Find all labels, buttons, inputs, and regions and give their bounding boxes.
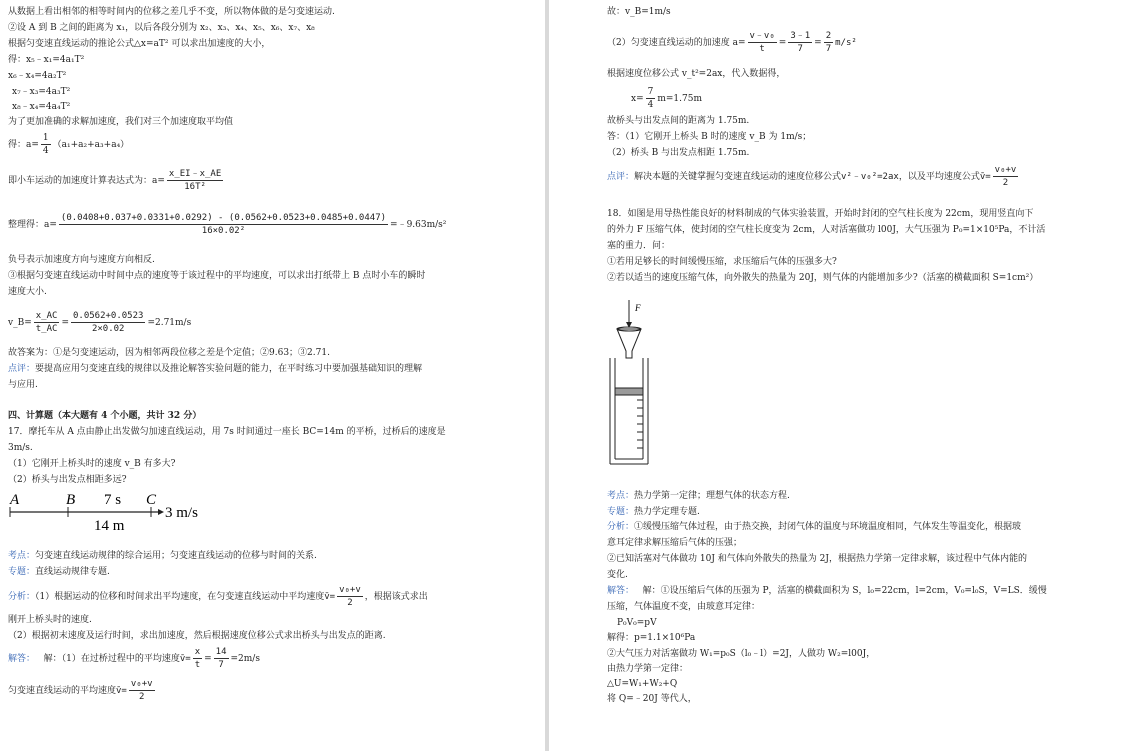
text-line: 的外力 F 压缩气体，使封闭的空气柱长度变为 2cm，人对活塞做功 l00J，大气压强为 P₀=1×10⁵Pa，不计活 xyxy=(607,225,1046,235)
text-line: ①若用足够长的时间缓慢压缩，求压缩后气体的压强多大? xyxy=(607,257,837,267)
analysis-label: 分析： xyxy=(8,592,36,603)
comment-line: 点评：解决本题的关键掌握匀变速直线运动的速度位移公式v²﹣v₀²=2ax，以及平均速度公式v̄= $\frac{\text{v₀+v}}{2}$ xyxy=(607,165,1017,189)
text-line: 解得：p=1.1×10⁶Pa xyxy=(607,633,696,643)
solution-label: 解答： xyxy=(607,586,635,596)
formula-acceleration-expression: 即小车运动的加速度计算表达式为：a= $\frac{x\_EI﹣x\_AE}{\text{16T²}}$ xyxy=(8,169,222,193)
question-18: 18．如图是用导热性能良好的材料制成的气体实验装置，开始时封闭的空气柱长度为 22cm，现用竖直向下 xyxy=(607,209,1034,219)
text-line: 故答案为：①是匀变速运动，因为相邻两段位移之差是个定值；②9.63；③2.71. xyxy=(8,348,330,358)
text-line: ②设 A 到 B 之间的距离为 x₁，以后各段分别为 x₂、x₃、x₄、x₅、x₆、x₇、x₈ xyxy=(8,23,315,33)
topic-line: 专题：热力学定理专题. xyxy=(607,507,700,517)
text-line: （2）桥头与出发点相距多远? xyxy=(8,475,127,485)
text-line: ②已知活塞对气体做功 10J 和气体向外散失的热量为 2J，根据热力学第一定律求解，该过程中气体内能的 xyxy=(607,554,1027,564)
key-point-line: 考点：热力学第一定律；理想气体的状态方程. xyxy=(607,491,790,501)
analysis-line: 分析：（1）根据运动的位移和时间求出平均速度，在匀变速直线运动中平均速度v̄= $\frac{\text{v₀+v}}{2}$ ，根据该式求出 xyxy=(8,585,428,609)
solution-label: 解答： xyxy=(8,654,36,665)
text-line: 压缩，气体温度不变，由玻意耳定律： xyxy=(607,602,761,612)
text-line: 从数据上看出相邻的相等时间内的位移之差几乎不变，所以物体做的是匀变速运动. xyxy=(8,7,335,17)
text-line: （2）桥头 B 与出发点相距 1.75m. xyxy=(607,148,750,158)
page-divider xyxy=(545,0,549,751)
section-heading: 四、计算题（本大题有 4 个小题，共计 32 分） xyxy=(8,411,202,421)
text-line: 由热力学第一定律： xyxy=(607,664,689,674)
key-point-label: 考点： xyxy=(8,551,36,561)
comment-line: 点评：要提高应用匀变速直线的规律以及推论解答实验问题的能力，在平时练习中要加强基础知识的理解 xyxy=(8,364,423,374)
text-line: x₆﹣x₄=4a₂T² xyxy=(8,71,67,81)
text-line: （2）根据初末速度及运行时间，求出加速度，然后根据速度位移公式求出桥头与出发点的距离. xyxy=(8,631,386,641)
analysis-line: 分析：①缓慢压缩气体过程，由于热交换，封闭气体的温度与环境温度相同，气体发生等温变化，根据玻 xyxy=(607,522,1022,532)
comment-label: 点评： xyxy=(8,364,36,374)
text-line: （1）它刚开上桥头时的速度 v_B 有多大? xyxy=(8,459,176,469)
time-label: 7 s xyxy=(104,492,122,508)
key-point-label: 考点： xyxy=(607,491,635,501)
topic-label: 专题： xyxy=(8,567,36,577)
speed-label: 3 m/s xyxy=(165,505,198,521)
text-line: 故桥头与出发点间的距离为 1.75m. xyxy=(607,116,750,126)
distance-label: 14 m xyxy=(94,518,125,534)
text-line: 刚开上桥头时的速度. xyxy=(8,615,92,625)
text-line: ②大气压力对活塞做功 W₁=p₀S（l₀﹣l）=2J，人做功 W₂=l00J， xyxy=(607,649,876,659)
formula-acceleration-value: 整理得：a= $\frac{(0.0408+0.037+0.0331+0.0292) - (0.0562+0.0523+0.0485+0.0447)}{\text{16×0.02²}}$ =﹣9.63m/s² xyxy=(8,213,447,237)
text-line: 速度大小. xyxy=(8,287,47,297)
formula-acceleration: （2）匀变速直线运动的加速度 a= $\frac{\text{v﹣v₀}}{t}$ = $\frac{3﹣1}{7}$ = $\frac{2}{7}$ m/s² xyxy=(607,31,857,55)
analysis-label: 分析： xyxy=(607,522,635,532)
point-a-label: A xyxy=(10,492,20,508)
text-line: ②若以适当的速度压缩气体，向外散失的热量为 20J，则气体的内能增加多少?（活塞的横截面积 S=1cm²） xyxy=(607,273,1039,283)
point-b-label: B xyxy=(66,492,76,508)
point-c-label: C xyxy=(146,492,157,508)
text-line: △U=W₁+W₂+Q xyxy=(607,679,678,689)
text-line: 根据速度位移公式 v_t²=2ax，代入数据得， xyxy=(607,69,786,79)
text-line: 将 Q=﹣20J 等代人， xyxy=(607,694,697,704)
solution-line: 解答： 解：①设压缩后气体的压强为 P，活塞的横截面积为 S，l₀=22cm，l=2cm，V₀=l₀S，V=LS．缓慢 xyxy=(607,586,1047,596)
text-line: 答：（1）它刚开上桥头 B 时的速度 v_B 为 1m/s； xyxy=(607,132,812,142)
text-line: 塞的重力．问： xyxy=(607,241,671,251)
text-line: x₈﹣x₄=4a₄T² xyxy=(12,102,71,112)
solution-line: 解答： 解：（1）在过桥过程中的平均速度v̄= $\frac{x}{t}$ = $\frac{14}{7}$ =2m/s xyxy=(8,647,260,671)
bridge-figure xyxy=(8,488,208,536)
text-line: x₇﹣x₃=4a₃T² xyxy=(12,87,71,97)
force-label: F xyxy=(635,303,641,313)
gas-cylinder-figure xyxy=(607,296,677,471)
topic-line: 专题：直线运动规律专题. xyxy=(8,567,110,577)
text-line: 与应用. xyxy=(8,380,38,390)
text-line: 为了更加准确的求解加速度，我们对三个加速度取平均值 xyxy=(8,117,234,127)
text-line: 意耳定律求解压缩后气体的压强； xyxy=(607,538,743,548)
text-line: 3m/s. xyxy=(8,443,33,453)
key-point-line: 考点：匀变速直线运动规律的综合运用；匀变速直线运动的位移与时间的关系. xyxy=(8,551,317,561)
text-line: 得：x₅﹣x₁=4a₁T² xyxy=(8,55,85,65)
formula-avg-acceleration: 得：a= $\frac{1}{4}$ （a₁+a₂+a₃+a₄） xyxy=(8,133,130,157)
question-17: 17．摩托车从 A 点由静止出发做匀加速直线运动，用 7s 时间通过一座长 BC=14m 的平桥，过桥后的速度是 xyxy=(8,427,446,437)
text-line: 变化. xyxy=(607,570,628,580)
formula-distance: x= $\frac{7}{4}$ m=1.75m xyxy=(631,87,703,111)
comment-label: 点评： xyxy=(607,172,635,183)
text-line: ③根据匀变速直线运动中时间中点的速度等于该过程中的平均速度，可以求出打纸带上 B 点时小车的瞬时 xyxy=(8,271,426,281)
formula-avg-velocity: 匀变速直线运动的平均速度v̄= $\frac{\text{v₀+v}}{2}$ xyxy=(8,679,153,703)
text-line: 故：v_B=1m/s xyxy=(607,7,671,17)
formula-vb: v_B= $\frac{x\_AC}{t\_AC}$ = $\frac{0.0562+0.0523}{2\times 0.02}$ =2.71m/s xyxy=(8,311,192,335)
text-line: P₀V₀=pV xyxy=(617,618,657,628)
topic-label: 专题： xyxy=(607,507,635,517)
text-line: 根据匀变速直线运动的推论公式△x=aT² 可以求出加速度的大小， xyxy=(8,39,271,49)
text-line: 负号表示加速度方向与速度方向相反. xyxy=(8,255,155,265)
